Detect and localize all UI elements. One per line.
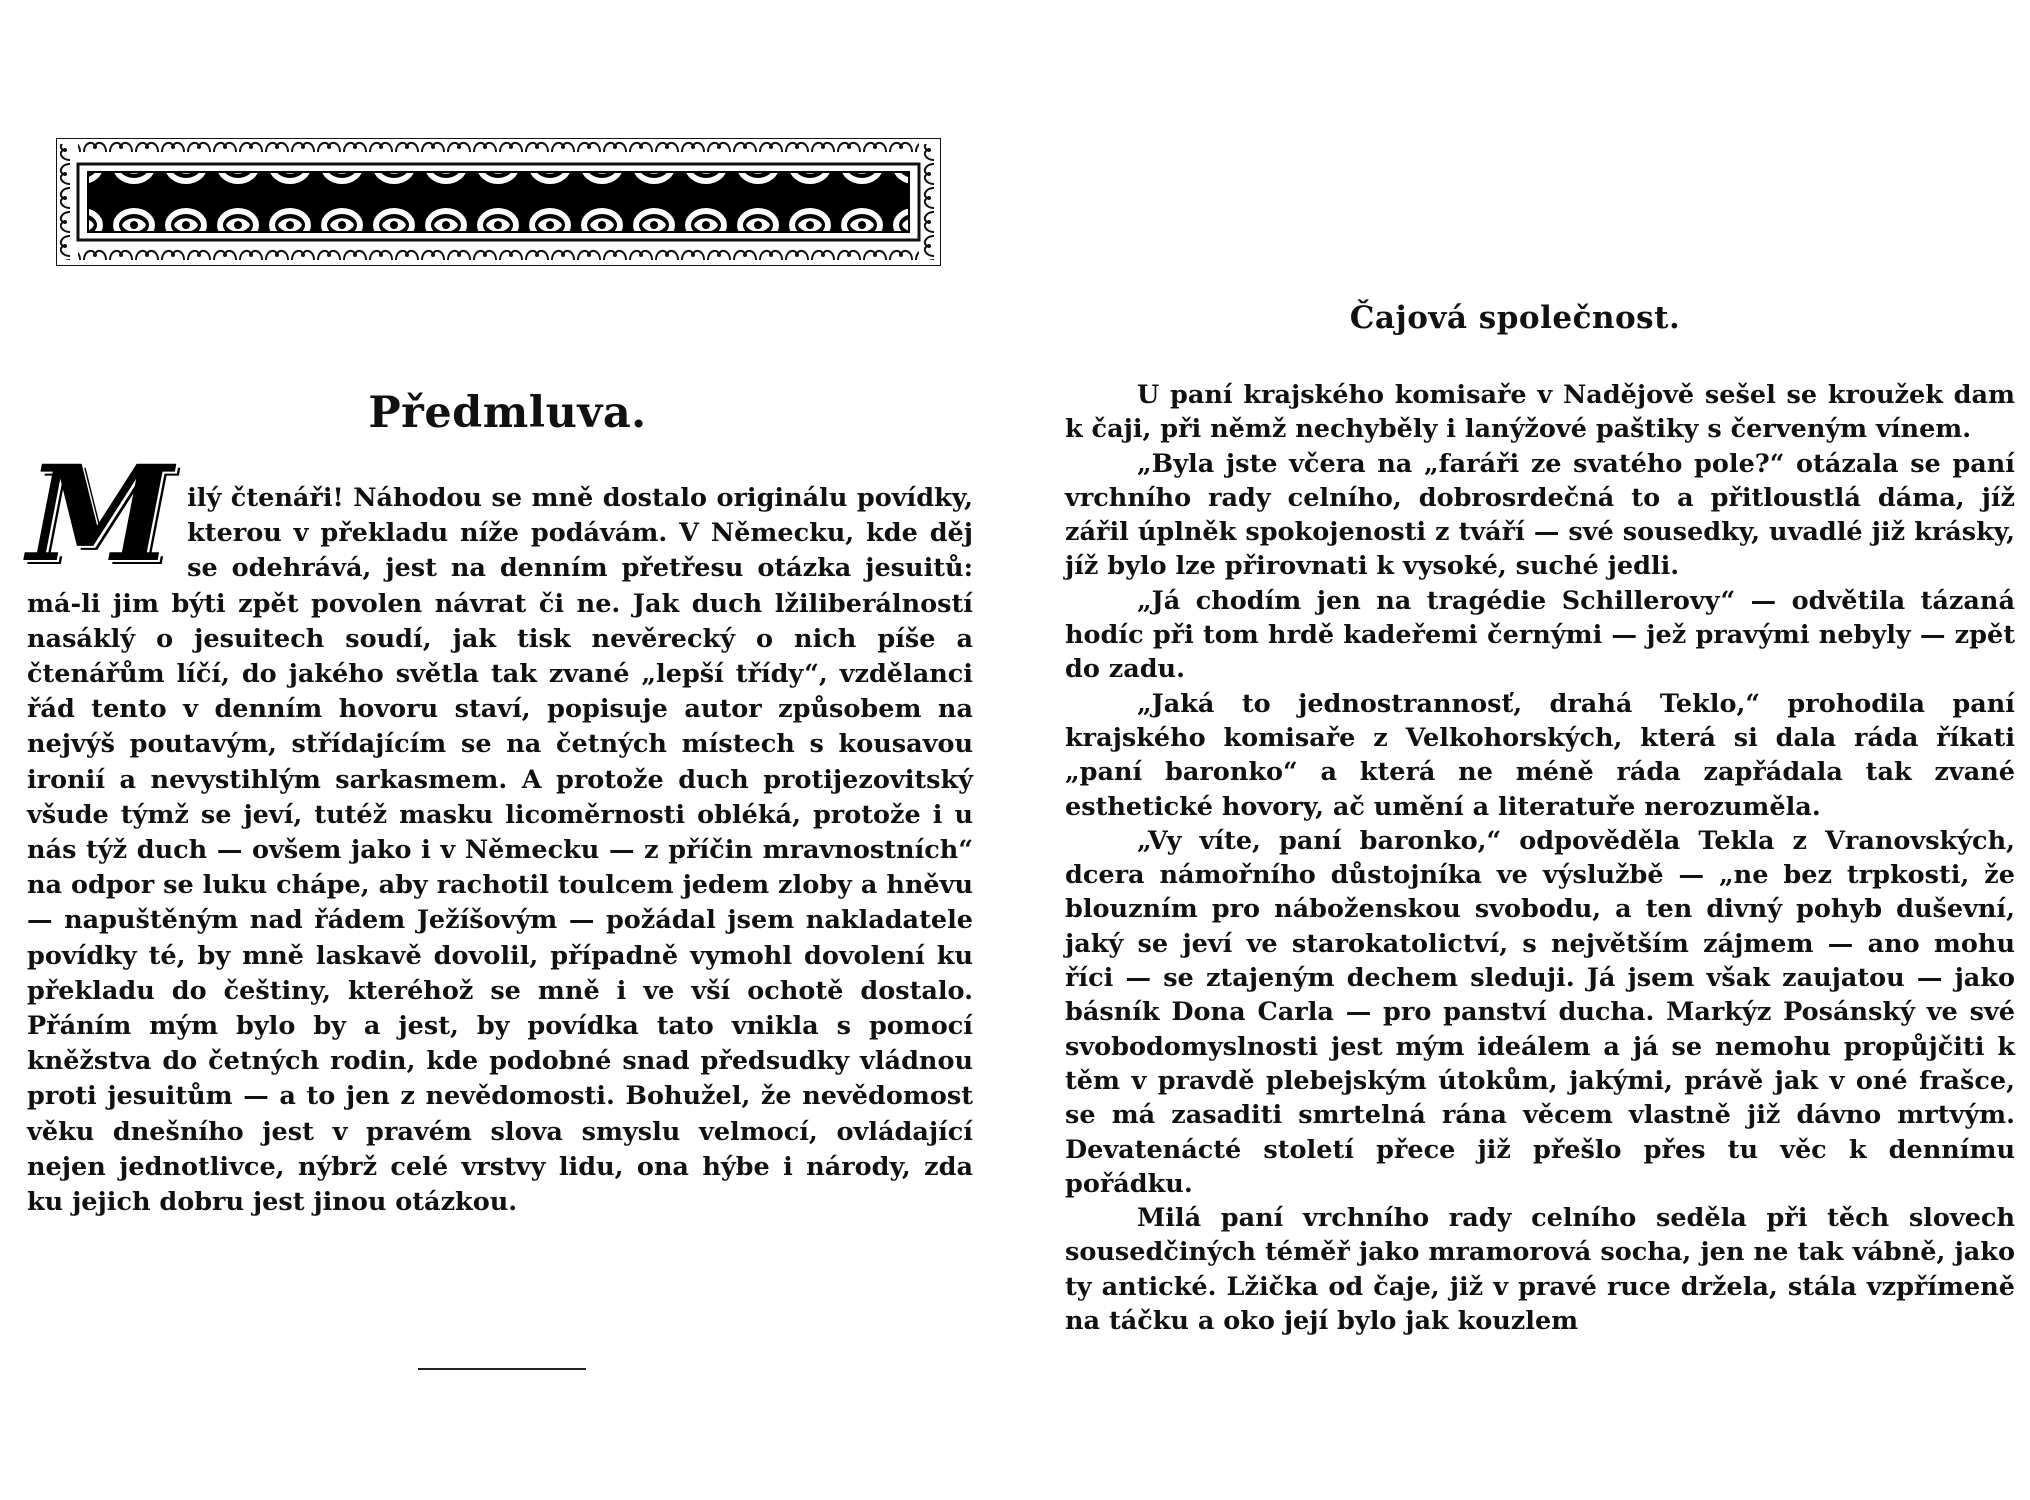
preface-title: Předmluva. [368,388,647,438]
paragraph: „Jaká to jednostrannosť, drahá Teklo,“ prohodila paní krajského komisaře z Velkohorských, která si dala ráda říkati „paní baronko“ a která ne méně ráda zapřádala tak zvané esthetické hovory, ač umění a literatuře nerozuměla. [1065,688,2015,822]
preface-paragraph [27,437,973,1220]
chapter-body [1065,378,2015,1338]
right-page [1015,0,2030,1500]
paragraph: Milá paní vrchního rady celního seděla při těch slovech sousedčiných téměř jako mramorová socha, jen ne tak vábně, jako ty antické. Lžička od čaje, již v pravé ruce držela, stála vzpřímeně na táčku a oko její bylo jak kouzlem [1065,1203,2015,1337]
preface-body [27,437,973,1220]
end-divider-rule [418,1368,586,1370]
ornamental-header-band [56,138,941,266]
paragraph: „Byla jste včera na „faráři ze svatého pole?“ otázala se paní vrchního rady celního, dobrosrdečná to a přitloustlá dáma, jíž zářil úplněk spokojenosti z tváří — své sousedky, uvadlé již krásky, jíž bylo lze přirovnati k vysoké, suché jedli. [1065,448,2015,582]
paragraph: „Vy víte, paní baronko,“ odpověděla Tekla z Vranovských, dcera námořního důstojníka ve výslužbě — „ne bez trpkosti, že blouzním pro náboženskou svobodu, a ten divný pohyb duševní, jaký se jeví ve starokatolictví, s největším zájmem — ano mohu říci — se ztajeným dechem sleduji. Já jsem však zaujatou — jako básník Dona Carla — pro panství ducha. Markýz Posánský ve své svobodomyslnosti jest mým ideálem a já se nemohu propůjčiti k těm v pravdě plebejským útokům, jakými, právě jak v oné frašce, se má zasaditi smrtelná rána věcem vlastně již dávno mrtvým. Devatenácté století přece již přešlo přes tu věc k dennímu pořádku. [1065,825,2015,1199]
drop-cap-letter: M [27,437,174,592]
paragraph: „Já chodím jen na tragédie Schillerovy“ — odvětila tázaná hodíc při tom hrdě kadeřemi černými — jež pravými nebyly — zpět do zadu. [1065,585,2015,685]
paragraph: U paní krajského komisaře v Nadějově sešel se kroužek dam k čaji, při němž nechyběly i lanýžové paštiky s červeným vínem. [1065,380,2015,445]
chapter-title: Čajová společnost. [1349,300,1681,336]
preface-paragraph-text: ilý čtenáři! Náhodou se mně dostalo originálu povídky, kterou v překladu níže podávám. V Německu, kde děj se odehrává, jest na denním přetřesu otázka jesuitů: má-li jim býti zpět povolen návrat či ne. Jak duch lžiliberálností nasáklý o jesuitech soudí, jak tisk nevěrecký o nich píše a čtenářům líčí, do jakého světla tak zvané „lepší třídy“, vzdělanci řád tento v denním hovoru staví, popisuje autor způsobem na nejvýš poutavým, střídajícím se na četných místech s kousavou ironií a nevystihlým sarkasmem. A protože duch protijezovitský všude týmž se jeví, tutéž masku licoměrnosti obléká, protože i u nás týž duch — ovšem jako i v Německu — z příčin mravnostních“ na odpor se luku chápe, aby rachotil toulcem jedem zloby a hněvu — napuštěným nad řádem Ježíšovým — požádal jsem nakladatele povídky té, by mně laskavě dovolil, případně vymohl dovolení ku překladu do češtiny, kteréhož se mně i ve vší ochotě dostalo. Přáním mým bylo by a jest, by povídka tato vnikla s pomocí kněžstva do četných rodin, kde podobné snad předsudky vládnou proti jesuitům — a to jen z nevědomosti. Bohužel, že nevědomost věku dnešního jest v pravém slova smyslu velmocí, ovládající nejen jednotlivce, nýbrž celé vrstvy lidu, ona hýbe i národy, zda ku jejich dobru jest jinou otázkou. [27,483,973,1218]
